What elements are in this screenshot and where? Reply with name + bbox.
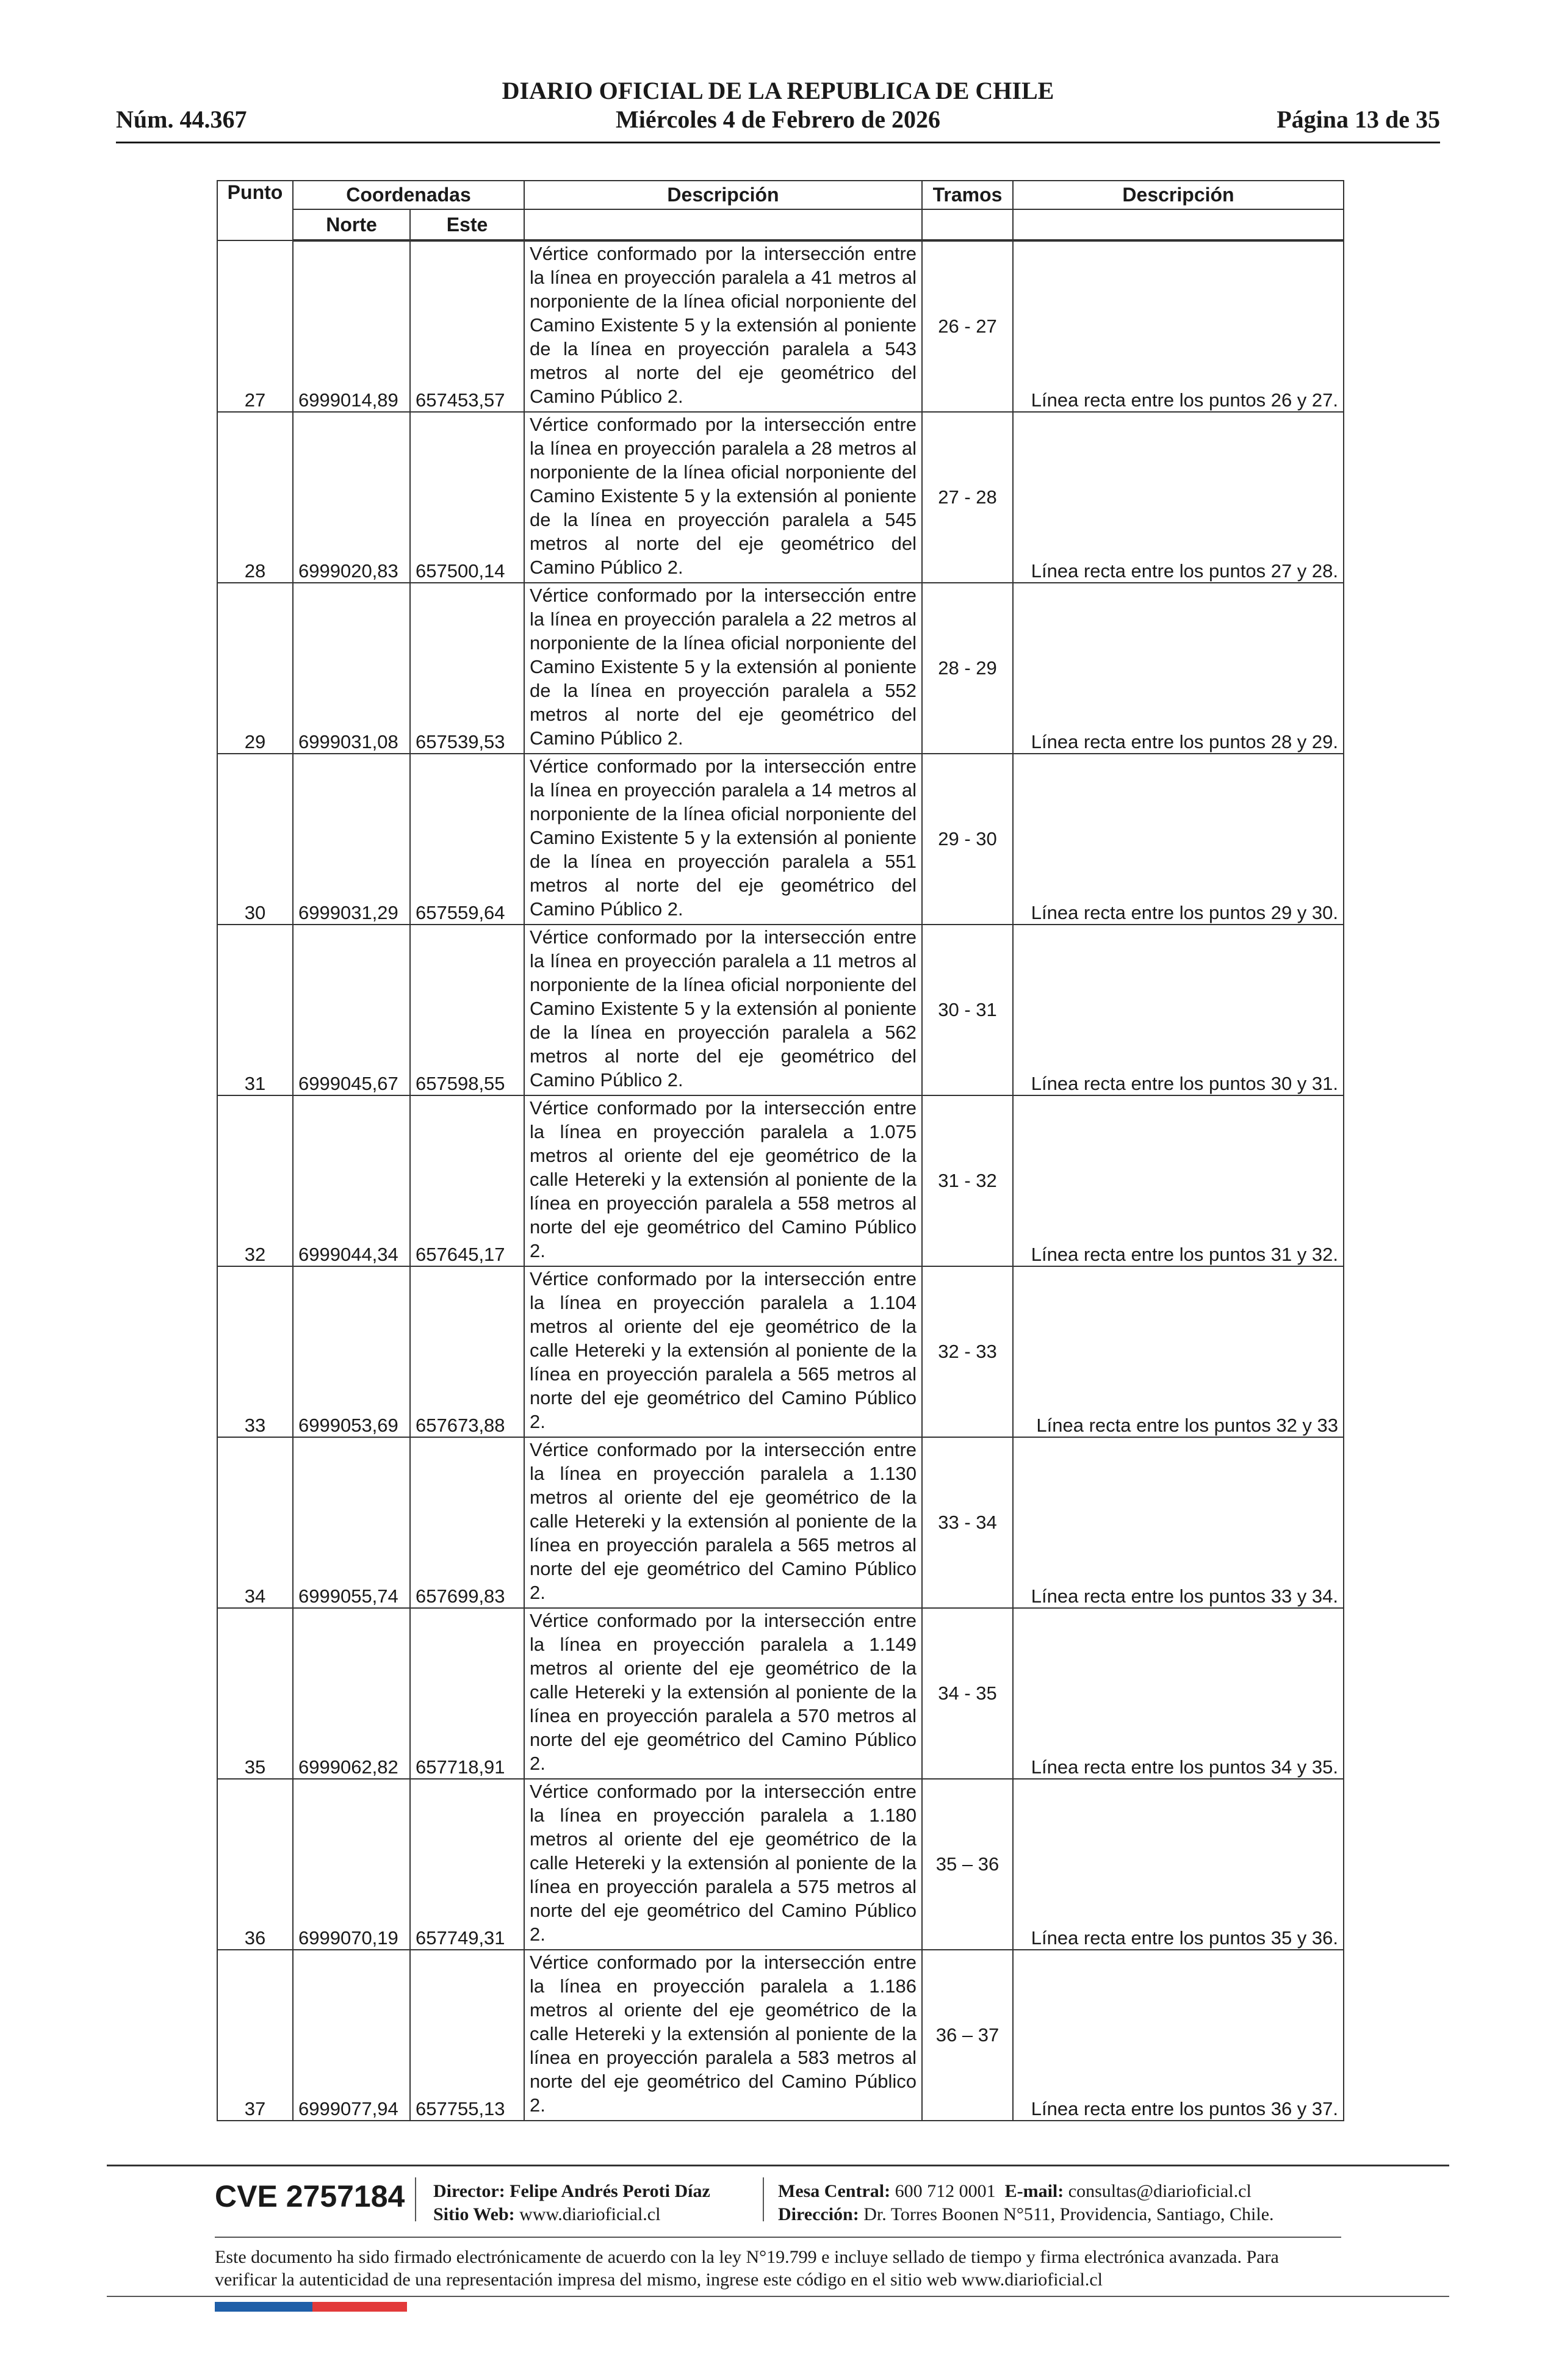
cve-code: CVE 2757184: [215, 2179, 405, 2213]
cell-este: 657559,64: [410, 754, 524, 925]
cell-norte: 6999020,83: [293, 412, 410, 583]
footer-middle-rule: [215, 2237, 1341, 2238]
table-row: [217, 1095, 1344, 1266]
cell-descripcion-tramo: Línea recta entre los puntos 29 y 30.: [1013, 754, 1344, 925]
cell-este: 657453,57: [410, 240, 524, 412]
cell-descripcion-tramo: Línea recta entre los puntos 26 y 27.: [1013, 240, 1344, 412]
cell-punto: 29: [217, 583, 293, 754]
website-link[interactable]: www.diarioficial.cl: [519, 2204, 661, 2224]
cell-norte: 6999062,82: [293, 1608, 410, 1779]
header-este: Este: [410, 209, 524, 240]
mesa-label: Mesa Central:: [778, 2181, 891, 2201]
footer-bottom-rule: [107, 2296, 1449, 2297]
cell-descripcion-tramo: Línea recta entre los puntos 30 y 31.: [1013, 925, 1344, 1095]
cell-descripcion: Vértice conformado por la intersección entre la línea en proyección paralela a 1.075 metros al oriente del eje geométrico de la calle Hetereki y la extensión al poniente de la línea en proyección paralela a 558 metros al norte del eje geométrico del Camino Público 2.: [524, 1095, 922, 1266]
cell-descripcion: Vértice conformado por la intersección entre la línea en proyección paralela a 1.149 metros al oriente del eje geométrico de la calle Hetereki y la extensión al poniente de la línea en proyección paralela a 570 metros al norte del eje geométrico del Camino Público 2.: [524, 1608, 922, 1779]
issue-number: Núm. 44.367: [116, 106, 247, 133]
header-norte: Norte: [293, 209, 410, 240]
cell-descripcion-tramo: Línea recta entre los puntos 32 y 33: [1013, 1266, 1344, 1437]
cell-descripcion: Vértice conformado por la intersección entre la línea en proyección paralela a 41 metros al norponiente de la línea oficial norponiente del Camino Existente 5 y la extensión al poniente de la línea en proyección paralela a 543 metros al norte del eje geométrico del Camino Público 2.: [524, 240, 922, 412]
cell-este: 657673,88: [410, 1266, 524, 1437]
legal-notice: Este documento ha sido firmado electrónicamente de acuerdo con la ley N°19.799 e incluye sellado de tiempo y firma electrónica avanzada. Para verificar la autenticidad de una representación impresa del mismo, ingrese este código en el sitio web www.diarioficial.cl: [215, 2247, 1279, 2290]
cell-norte: 6999031,29: [293, 754, 410, 925]
cell-norte: 6999045,67: [293, 925, 410, 1095]
flag-red-stripe: [312, 2302, 407, 2312]
cell-tramo: 28 - 29: [922, 583, 1013, 754]
header-empty-3: [1013, 209, 1344, 240]
director-line: [433, 2180, 710, 2203]
cell-norte: 6999031,08: [293, 583, 410, 754]
website-label: Sitio Web:: [433, 2204, 515, 2224]
cell-este: 657699,83: [410, 1437, 524, 1608]
cell-tramo: 27 - 28: [922, 412, 1013, 583]
cell-descripcion: Vértice conformado por la intersección entre la línea en proyección paralela a 1.130 metros al oriente del eje geométrico de la calle Hetereki y la extensión al poniente de la línea en proyección paralela a 565 metros al norte del eje geométrico del Camino Público 2.: [524, 1437, 922, 1608]
header-rule: [116, 142, 1440, 143]
table-row: [217, 412, 1344, 583]
contact-line: [778, 2180, 1274, 2203]
cell-este: 657645,17: [410, 1095, 524, 1266]
cell-tramo: 35 – 36: [922, 1779, 1013, 1950]
header-punto: Punto: [217, 181, 293, 240]
header-empty-2: [922, 209, 1013, 240]
cell-descripcion-tramo: Línea recta entre los puntos 36 y 37.: [1013, 1950, 1344, 2121]
table-row: [217, 583, 1344, 754]
cell-punto: 32: [217, 1095, 293, 1266]
cell-descripcion: Vértice conformado por la intersección entre la línea en proyección paralela a 1.104 metros al oriente del eje geométrico de la calle Hetereki y la extensión al poniente de la línea en proyección paralela a 565 metros al norte del eje geométrico del Camino Público 2.: [524, 1266, 922, 1437]
table-row: [217, 1437, 1344, 1608]
table-subheader-row: [217, 209, 1344, 240]
cell-tramo: 26 - 27: [922, 240, 1013, 412]
contact-block: [778, 2180, 1274, 2226]
cell-tramo: 33 - 34: [922, 1437, 1013, 1608]
direccion-label: Dirección:: [778, 2204, 859, 2224]
cell-punto: 30: [217, 754, 293, 925]
cell-tramo: 34 - 35: [922, 1608, 1013, 1779]
cell-descripcion: Vértice conformado por la intersección entre la línea en proyección paralela a 14 metros al norponiente de la línea oficial norponiente del Camino Existente 5 y la extensión al poniente de la línea en proyección paralela a 551 metros al norte del eje geométrico del Camino Público 2.: [524, 754, 922, 925]
flag-stripe: [215, 2302, 407, 2312]
cell-descripcion-tramo: Línea recta entre los puntos 33 y 34.: [1013, 1437, 1344, 1608]
cell-punto: 28: [217, 412, 293, 583]
header-coordenadas: Coordenadas: [293, 181, 524, 209]
table-row: [217, 925, 1344, 1095]
page-number: Página 13 de 35: [1277, 106, 1440, 133]
page-header: [116, 73, 1440, 143]
director-label: Director:: [433, 2181, 505, 2201]
footer-top-rule: [107, 2165, 1449, 2166]
header-tramos: Tramos: [922, 181, 1013, 209]
publication-date: Miércoles 4 de Febrero de 2026: [615, 106, 941, 133]
cell-norte: 6999055,74: [293, 1437, 410, 1608]
cell-descripcion-tramo: Línea recta entre los puntos 28 y 29.: [1013, 583, 1344, 754]
header-descripcion-2: Descripción: [1013, 181, 1344, 209]
website-line: [433, 2203, 710, 2226]
header-empty-1: [524, 209, 922, 240]
footer-separator: [415, 2177, 416, 2221]
table-header-row: [217, 181, 1344, 209]
direccion-value: Dr. Torres Boonen N°511, Providencia, Santiago, Chile.: [863, 2204, 1274, 2224]
header-descripcion: Descripción: [524, 181, 922, 209]
cell-este: 657500,14: [410, 412, 524, 583]
cell-descripcion: Vértice conformado por la intersección entre la línea en proyección paralela a 28 metros al norponiente de la línea oficial norponiente del Camino Existente 5 y la extensión al poniente de la línea en proyección paralela a 545 metros al norte del eje geométrico del Camino Público 2.: [524, 412, 922, 583]
email-link[interactable]: consultas@diarioficial.cl: [1068, 2181, 1252, 2201]
cell-este: 657718,91: [410, 1608, 524, 1779]
table-row: [217, 1950, 1344, 2121]
cell-norte: 6999077,94: [293, 1950, 410, 2121]
cell-descripcion: Vértice conformado por la intersección entre la línea en proyección paralela a 1.186 metros al oriente del eje geométrico de la calle Hetereki y la extensión al poniente de la línea en proyección paralela a 583 metros al norte del eje geométrico del Camino Público 2.: [524, 1950, 922, 2121]
table-row: [217, 240, 1344, 412]
cell-este: 657598,55: [410, 925, 524, 1095]
cell-punto: 33: [217, 1266, 293, 1437]
cell-punto: 35: [217, 1608, 293, 1779]
cell-tramo: 32 - 33: [922, 1266, 1013, 1437]
cell-punto: 36: [217, 1779, 293, 1950]
cell-punto: 31: [217, 925, 293, 1095]
cell-tramo: 30 - 31: [922, 925, 1013, 1095]
cell-norte: 6999014,89: [293, 240, 410, 412]
cell-este: 657749,31: [410, 1779, 524, 1950]
address-line: [778, 2203, 1274, 2226]
cell-este: 657539,53: [410, 583, 524, 754]
cell-descripcion: Vértice conformado por la intersección entre la línea en proyección paralela a 22 metros al norponiente de la línea oficial norponiente del Camino Existente 5 y la extensión al poniente de la línea en proyección paralela a 552 metros al norte del eje geométrico del Camino Público 2.: [524, 583, 922, 754]
publication-title: DIARIO OFICIAL DE LA REPUBLICA DE CHILE: [502, 77, 1054, 104]
cell-norte: 6999053,69: [293, 1266, 410, 1437]
cell-descripcion: Vértice conformado por la intersección entre la línea en proyección paralela a 1.180 metros al oriente del eje geométrico de la calle Hetereki y la extensión al poniente de la línea en proyección paralela a 575 metros al norte del eje geométrico del Camino Público 2.: [524, 1779, 922, 1950]
header-center: [116, 76, 1440, 134]
table-row: [217, 1779, 1344, 1950]
cell-tramo: 31 - 32: [922, 1095, 1013, 1266]
email-label: E-mail:: [1004, 2181, 1064, 2201]
table-row: [217, 754, 1344, 925]
cell-tramo: 36 – 37: [922, 1950, 1013, 2121]
cell-descripcion-tramo: Línea recta entre los puntos 27 y 28.: [1013, 412, 1344, 583]
director-name: Felipe Andrés Peroti Díaz: [510, 2181, 710, 2201]
table-row: [217, 1608, 1344, 1779]
cell-descripcion-tramo: Línea recta entre los puntos 35 y 36.: [1013, 1779, 1344, 1950]
footer-separator: [763, 2177, 764, 2221]
table-row: [217, 1266, 1344, 1437]
coordinates-table: [217, 180, 1344, 2121]
director-block: [433, 2180, 710, 2226]
cell-norte: 6999070,19: [293, 1779, 410, 1950]
cell-descripcion-tramo: Línea recta entre los puntos 34 y 35.: [1013, 1608, 1344, 1779]
flag-blue-stripe: [215, 2302, 312, 2312]
cell-punto: 37: [217, 1950, 293, 2121]
cell-norte: 6999044,34: [293, 1095, 410, 1266]
cell-punto: 34: [217, 1437, 293, 1608]
cell-descripcion: Vértice conformado por la intersección entre la línea en proyección paralela a 11 metros al norponiente de la línea oficial norponiente del Camino Existente 5 y la extensión al poniente de la línea en proyección paralela a 562 metros al norte del eje geométrico del Camino Público 2.: [524, 925, 922, 1095]
mesa-value: 600 712 0001: [895, 2181, 996, 2201]
cell-tramo: 29 - 30: [922, 754, 1013, 925]
cell-punto: 27: [217, 240, 293, 412]
cell-descripcion-tramo: Línea recta entre los puntos 31 y 32.: [1013, 1095, 1344, 1266]
cell-este: 657755,13: [410, 1950, 524, 2121]
